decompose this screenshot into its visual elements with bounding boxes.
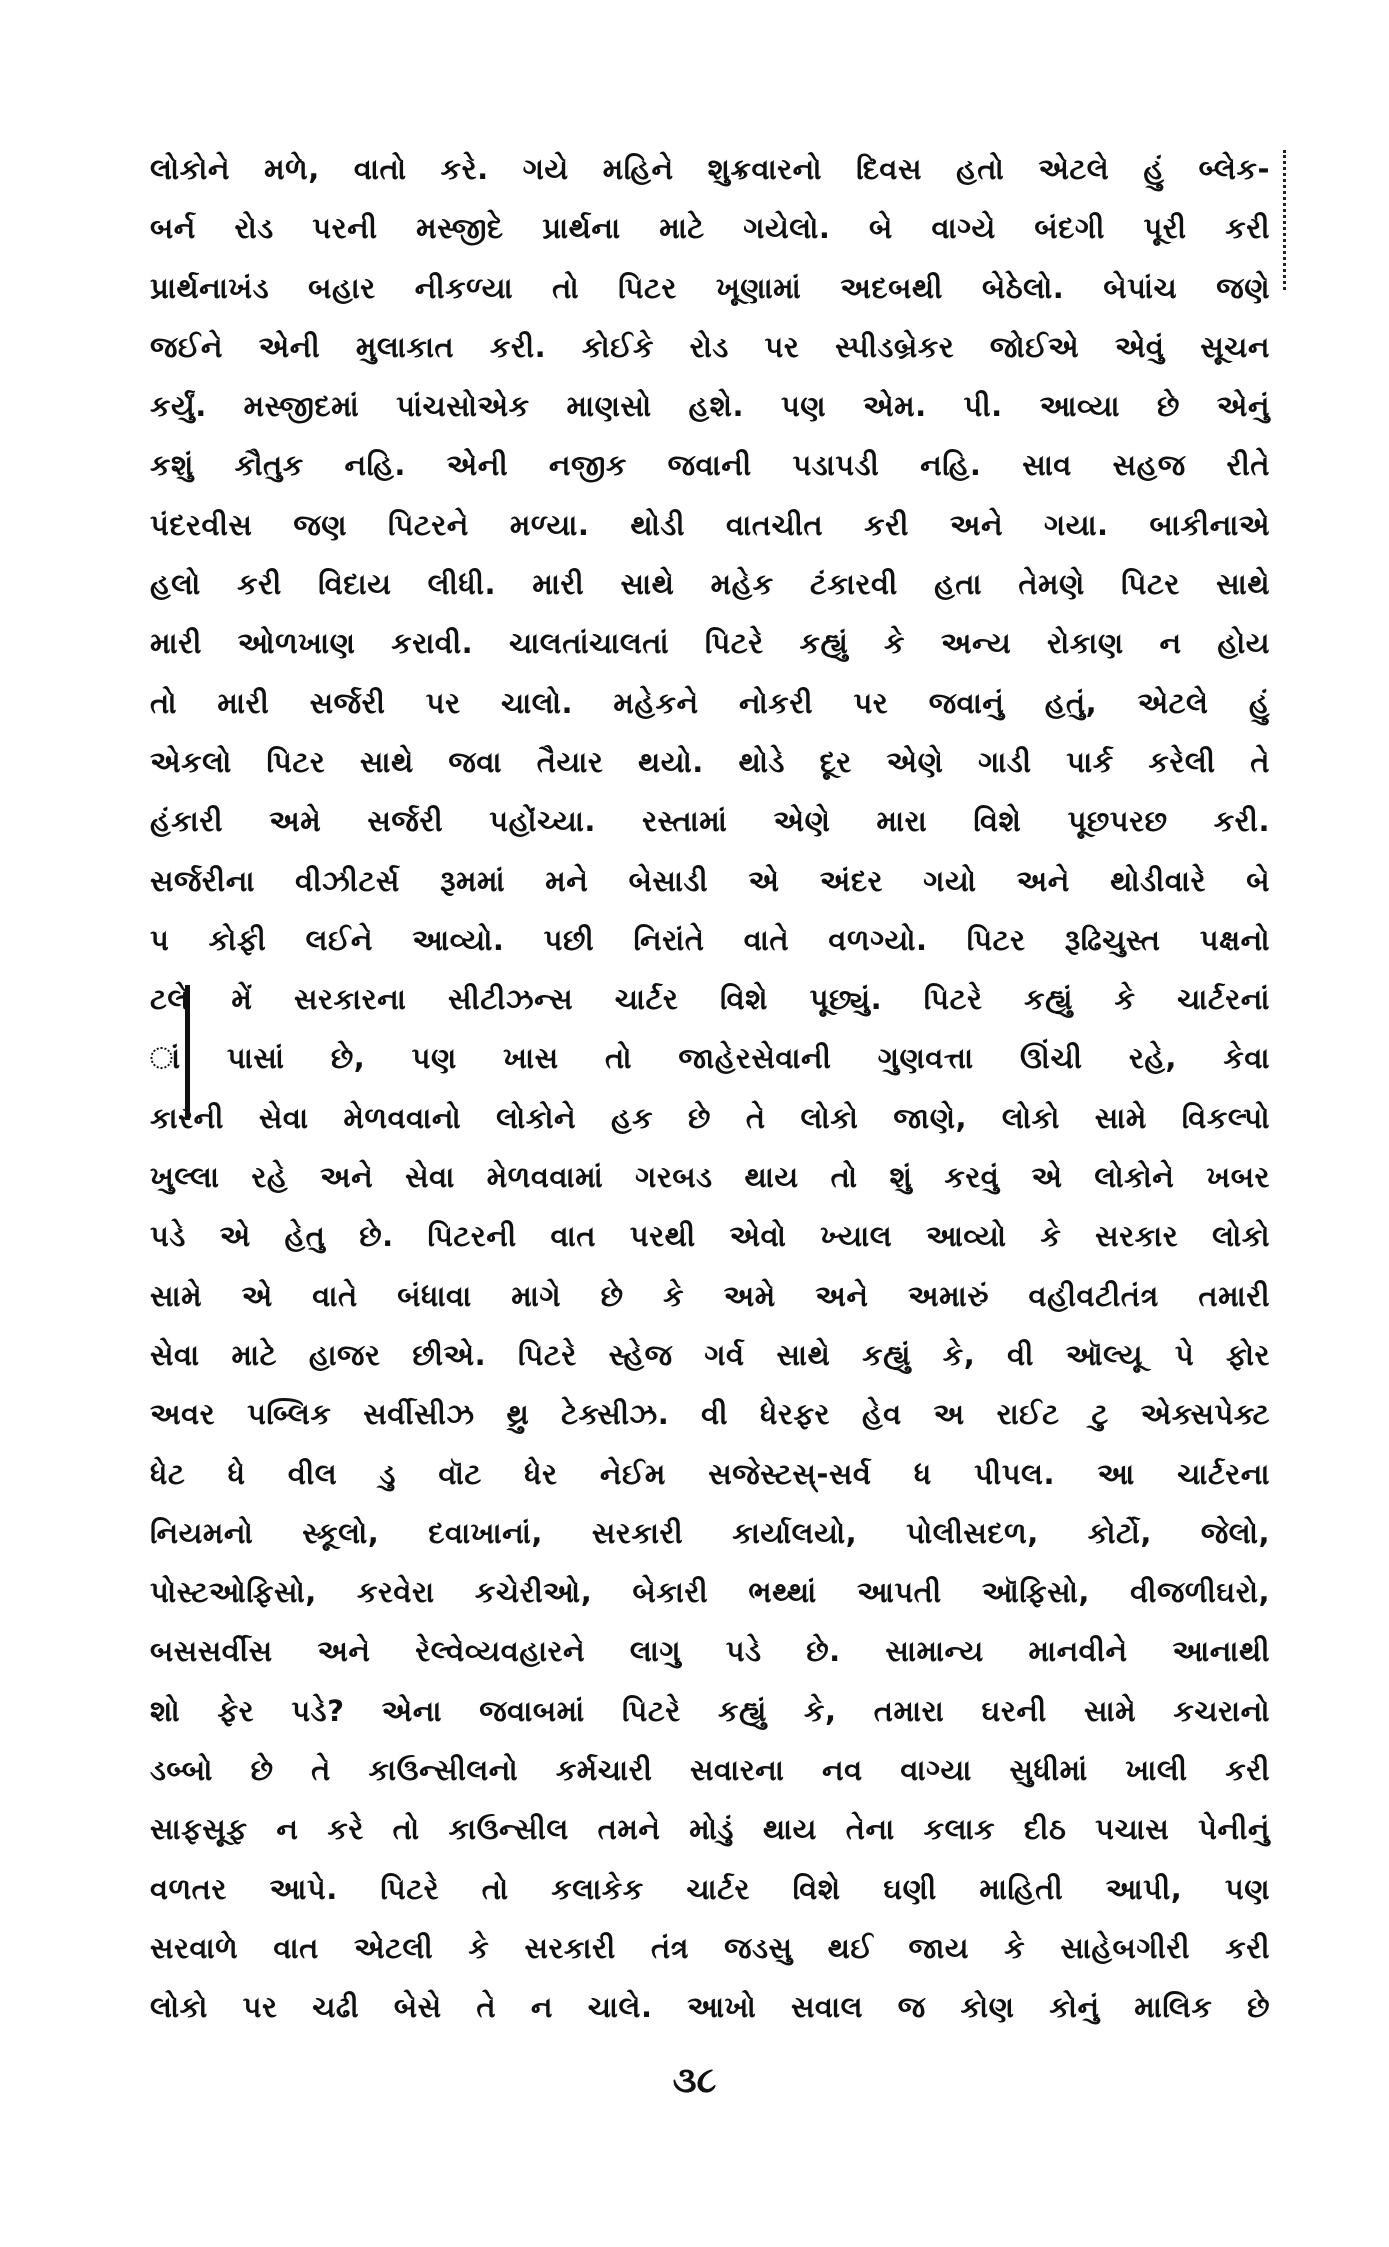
- text-line: લોકોને મળે, વાતો કરે. ગયે મહિને શુક્રવારનો દિવસ હતો એટલે હું બ્લેક-: [150, 152, 1270, 186]
- text-line: સામે એ વાતે બંધાવા માગે છે કે અમે અને અમારું વહીવટીતંત્ર તમારી: [150, 1278, 1270, 1313]
- page-edge-mark: [1283, 150, 1289, 290]
- text-line: બસસર્વીસ અને રેલ્વેવ્યવહારને લાગુ પડે છે. સામાન્ય માનવીને આનાથી: [150, 1634, 1270, 1669]
- text-line: લોકો પર ચઢી બેસે તે ન ચાલે. આખો સવાલ જ કોણ કોનું માલિક છે: [150, 1990, 1270, 2025]
- text-line: હલો કરી વિદાય લીધી. મારી સાથે મહેક ટંકારવી હતા તેમણે પિટર સાથે: [150, 567, 1270, 602]
- text-line: ખુલ્લા રહે અને સેવા મેળવવામાં ગરબડ થાય તો શું કરવું એ લોકોને ખબર: [150, 1160, 1270, 1195]
- text-line: ડબ્બો છે તે કાઉન્સીલનો કર્મચારી સવારના નવ વાગ્યા સુધીમાં ખાલી કરી: [150, 1753, 1270, 1788]
- text-line: કારની સેવા મેળવવાનો લોકોને હક છે તે લોકો જાણે, લોકો સામે વિકલ્પો: [150, 1100, 1270, 1135]
- body-text: [150, 140, 1270, 2038]
- page-number: ૩૮: [672, 2060, 717, 2101]
- text-line: પ કોફી લઈને આવ્યો. પછી નિરાંતે વાતે વળગ્યો. પિટર રૂઢિચુસ્ત પક્ષનો: [150, 922, 1270, 957]
- text-line: પોસ્ટઓફિસો, કરવેરા કચેરીઓ, બેકારી ભથ્થાં આપતી ઑફિસો, વીજળીઘરો,: [150, 1575, 1270, 1610]
- text-line: સર્જરીના વીઝીટર્સ રૂમમાં મને બેસાડી એ અંદર ગયો અને થોડીવારે બે: [150, 863, 1270, 898]
- text-line: બર્ન રોડ પરની મસ્જીદે પ્રાર્થના માટે ગયેલો. બે વાગ્યે બંદગી પૂરી કરી: [150, 211, 1270, 246]
- text-line: સરવાળે વાત એટલી કે સરકારી તંત્ર જડસુ થઈ જાય કે સાહેબગીરી કરી: [150, 1930, 1270, 1965]
- text-line: અવર પબ્લિક સર્વીસીઝ થ્રુ ટેક્સીઝ. વી ધેરફર હેવ અ રાઈટ ટુ એક્સપેક્ટ: [150, 1397, 1270, 1432]
- text-line: સેવા માટે હાજર છીએ. પિટરે સ્હેજ ગર્વ સાથે કહ્યું કે, વી ઑલ્યૂ પે ફોર: [150, 1337, 1270, 1372]
- text-line: કર્યું. મસ્જીદમાં પાંચસોએક માણસો હશે. પણ એમ. પી. આવ્યા છે એનું: [150, 389, 1270, 424]
- text-line: તો મારી સર્જરી પર ચાલો. મહેકને નોકરી પર જવાનું હતું, એટલે હું: [150, 685, 1270, 720]
- text-line: શો ફેર પડે? એના જવાબમાં પિટરે કહ્યું કે, તમારા ઘરની સામે કચરાનો: [150, 1693, 1270, 1728]
- text-line: જઈને એની મુલાકાત કરી. કોઈકે રોડ પર સ્પીડબ્રેકર જોઈએ એવું સૂચન: [150, 329, 1270, 364]
- text-line: કશું કૌતુક નહિ. એની નજીક જવાની પડાપડી નહિ. સાવ સહજ રીતે: [150, 448, 1270, 483]
- text-line: વળતર આપે. પિટરે તો કલાકેક ચાર્ટર વિશે ઘણી માહિતી આપી, પણ: [150, 1871, 1270, 1906]
- text-line: હંકારી અમે સર્જરી પહોંચ્યા. રસ્તામાં એણે મારા વિશે પૂછપરછ કરી.: [150, 804, 1270, 839]
- text-line: પંદરવીસ જણ પિટરને મળ્યા. થોડી વાતચીત કરી અને ગયા. બાકીનાએ: [150, 507, 1270, 542]
- text-line: નિયમનો સ્કૂલો, દવાખાનાં, સરકારી કાર્યાલયો, પોલીસદળ, કોર્ટો, જેલો,: [150, 1515, 1270, 1550]
- text-line: સાફસૂફ ન કરે તો કાઉન્સીલ તમને મોડું થાય તેના કલાક દીઠ પચાસ પેનીનું: [150, 1812, 1270, 1847]
- text-line: ટલે મેં સરકારના સીટીઝન્સ ચાર્ટર વિશે પૂછ્યું. પિટરે કહ્યું કે ચાર્ટરનાં: [150, 982, 1270, 1017]
- text-line: પ્રાર્થનાખંડ બહાર નીકળ્યા તો પિટર ખૂણામાં અદબથી બેઠેલો. બેપાંચ જણે: [150, 270, 1270, 305]
- text-line: એકલો પિટર સાથે જવા તૈયાર થયો. થોડે દૂર એણે ગાડી પાર્ક કરેલી તે: [150, 744, 1270, 779]
- text-line: ધેટ ધે વીલ ડુ વૉટ ધેર નેઈમ સજેસ્ટસ્-સર્વ ધ પીપલ. આ ચાર્ટરના: [150, 1456, 1270, 1491]
- text-line: પડે એ હેતુ છે. પિટરની વાત પરથી એવો ખ્યાલ આવ્યો કે સરકાર લોકો: [150, 1219, 1270, 1254]
- text-line: ાં પાસાં છે, પણ ખાસ તો જાહેરસેવાની ગુણવત્તા ઊંચી રહે, કેવા: [150, 1041, 1270, 1076]
- text-line: મારી ઓળખાણ કરાવી. ચાલતાંચાલતાં પિટરે કહ્યું કે અન્ય રોકાણ ન હોય: [150, 626, 1270, 661]
